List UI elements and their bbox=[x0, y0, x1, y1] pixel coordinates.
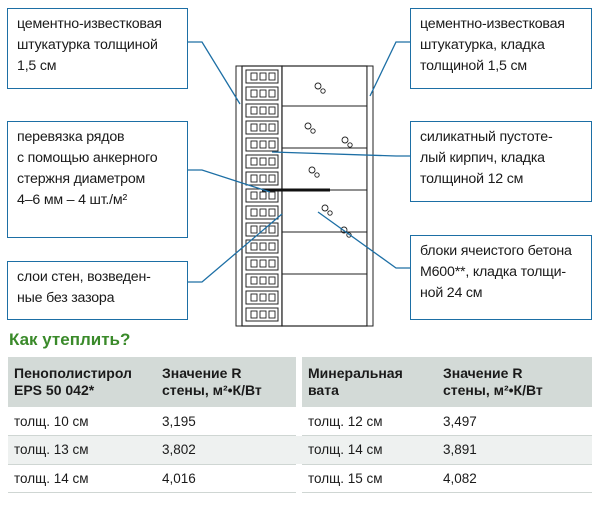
callout-line: слои стен, возведен- bbox=[17, 269, 151, 285]
callout-line: толщиной 1,5 см bbox=[420, 58, 527, 74]
callout-line: штукатурка толщиной bbox=[17, 37, 158, 53]
brick-hollow bbox=[269, 175, 275, 182]
callout-brick bbox=[410, 121, 592, 202]
brick-hollow bbox=[269, 209, 275, 216]
plaster-layer-right bbox=[367, 66, 373, 326]
thickness-cell: толщ. 13 см bbox=[8, 436, 156, 465]
brick-hollow bbox=[251, 226, 257, 233]
table-row bbox=[8, 464, 592, 493]
brick-hollow bbox=[260, 73, 266, 80]
callout-plaster-right bbox=[410, 8, 592, 89]
callout-line: блоки ячеистого бетона bbox=[420, 243, 572, 259]
brick-hollow bbox=[260, 209, 266, 216]
callout-line: 4–6 мм – 4 шт./м² bbox=[17, 192, 127, 208]
brick-hollow bbox=[269, 73, 275, 80]
brick-hollow bbox=[251, 158, 257, 165]
header-line: EPS 50 042* bbox=[14, 382, 95, 398]
callout-line: с помощью анкерного bbox=[17, 150, 158, 166]
brick-hollow bbox=[269, 192, 275, 199]
brick-hollow bbox=[251, 107, 257, 114]
r-value-cell: 4,016 bbox=[156, 464, 296, 493]
brick-hollow bbox=[251, 73, 257, 80]
r-value-cell: 4,082 bbox=[437, 464, 592, 493]
callout-line: перевязка рядов bbox=[17, 129, 125, 145]
callout-plaster-left bbox=[7, 8, 188, 89]
header-line: Минеральная bbox=[308, 365, 403, 381]
callout-line: ные без зазора bbox=[17, 290, 115, 306]
brick-hollow bbox=[251, 124, 257, 131]
callout-line: цементно-известковая bbox=[17, 16, 162, 32]
brick-hollow bbox=[251, 243, 257, 250]
brick-hollow bbox=[260, 175, 266, 182]
brick-hollow bbox=[260, 158, 266, 165]
header-line: стены, м²•К/Вт bbox=[443, 382, 543, 398]
thickness-cell: толщ. 12 см bbox=[302, 407, 437, 436]
brick-hollow bbox=[260, 243, 266, 250]
callout-tying bbox=[7, 121, 188, 238]
leader-plaster-left bbox=[188, 42, 240, 104]
wall-cross-section bbox=[236, 66, 373, 326]
callout-line: цементно-известковая bbox=[420, 16, 565, 32]
brick-hollow bbox=[260, 277, 266, 284]
brick-hollow bbox=[269, 243, 275, 250]
brick-hollow bbox=[260, 192, 266, 199]
header-line: стены, м²•К/Вт bbox=[162, 382, 262, 398]
table-row bbox=[8, 407, 592, 436]
brick-hollow bbox=[269, 90, 275, 97]
section-title: Как утеплить? bbox=[9, 330, 131, 349]
header-value-2 bbox=[437, 357, 592, 407]
brick-hollow bbox=[260, 107, 266, 114]
brick-hollow bbox=[251, 260, 257, 267]
header-line: вата bbox=[308, 382, 339, 398]
brick-hollow bbox=[269, 260, 275, 267]
table-header-row bbox=[8, 357, 592, 407]
callout-line: лый кирпич, кладка bbox=[420, 150, 545, 166]
header-line: Пенополистирол bbox=[14, 365, 132, 381]
brick-hollow bbox=[260, 294, 266, 301]
callout-blocks bbox=[410, 235, 592, 320]
plaster-layer-left bbox=[236, 66, 242, 326]
header-material-1 bbox=[8, 357, 156, 407]
r-value-cell: 3,802 bbox=[156, 436, 296, 465]
leader-plaster-right bbox=[370, 42, 410, 96]
brick-hollow bbox=[251, 90, 257, 97]
callout-line: силикатный пустоте- bbox=[420, 129, 553, 145]
callout-line: М600**, кладка толщи- bbox=[420, 264, 566, 280]
brick-hollow bbox=[269, 141, 275, 148]
callout-line: толщиной 12 см bbox=[420, 171, 524, 187]
thickness-cell: толщ. 15 см bbox=[302, 464, 437, 493]
r-value-cell: 3,195 bbox=[156, 407, 296, 436]
thickness-cell: толщ. 10 см bbox=[8, 407, 156, 436]
header-line: Значение R bbox=[162, 365, 242, 381]
brick-hollow bbox=[251, 192, 257, 199]
header-line: Значение R bbox=[443, 365, 523, 381]
brick-hollow bbox=[251, 141, 257, 148]
header-material-2 bbox=[302, 357, 437, 407]
brick-hollow bbox=[269, 294, 275, 301]
r-value-cell: 3,891 bbox=[437, 436, 592, 465]
brick-hollow bbox=[251, 209, 257, 216]
callout-line: стержня диаметром bbox=[17, 171, 146, 187]
brick-hollow bbox=[260, 90, 266, 97]
brick-hollow bbox=[251, 294, 257, 301]
callout-layers bbox=[7, 261, 188, 320]
insulation-table bbox=[8, 357, 592, 493]
callout-line: ной 24 см bbox=[420, 285, 483, 301]
brick-hollow bbox=[260, 260, 266, 267]
brick-hollow bbox=[251, 175, 257, 182]
r-value-cell: 3,497 bbox=[437, 407, 592, 436]
brick-hollow bbox=[260, 141, 266, 148]
callout-line: штукатурка, кладка bbox=[420, 37, 545, 53]
callout-line: 1,5 см bbox=[17, 58, 57, 74]
table-row bbox=[8, 436, 592, 465]
thickness-cell: толщ. 14 см bbox=[8, 464, 156, 493]
brick-hollow bbox=[269, 277, 275, 284]
brick-hollow bbox=[269, 107, 275, 114]
brick-hollow bbox=[269, 124, 275, 131]
brick-hollow bbox=[251, 277, 257, 284]
block-layer bbox=[282, 66, 367, 326]
brick-hollow bbox=[260, 124, 266, 131]
brick-hollow bbox=[269, 311, 275, 318]
header-value-1 bbox=[156, 357, 296, 407]
brick-hollow bbox=[251, 311, 257, 318]
thickness-cell: толщ. 14 см bbox=[302, 436, 437, 465]
brick-hollow bbox=[269, 158, 275, 165]
brick-hollow bbox=[269, 226, 275, 233]
brick-hollow bbox=[260, 311, 266, 318]
